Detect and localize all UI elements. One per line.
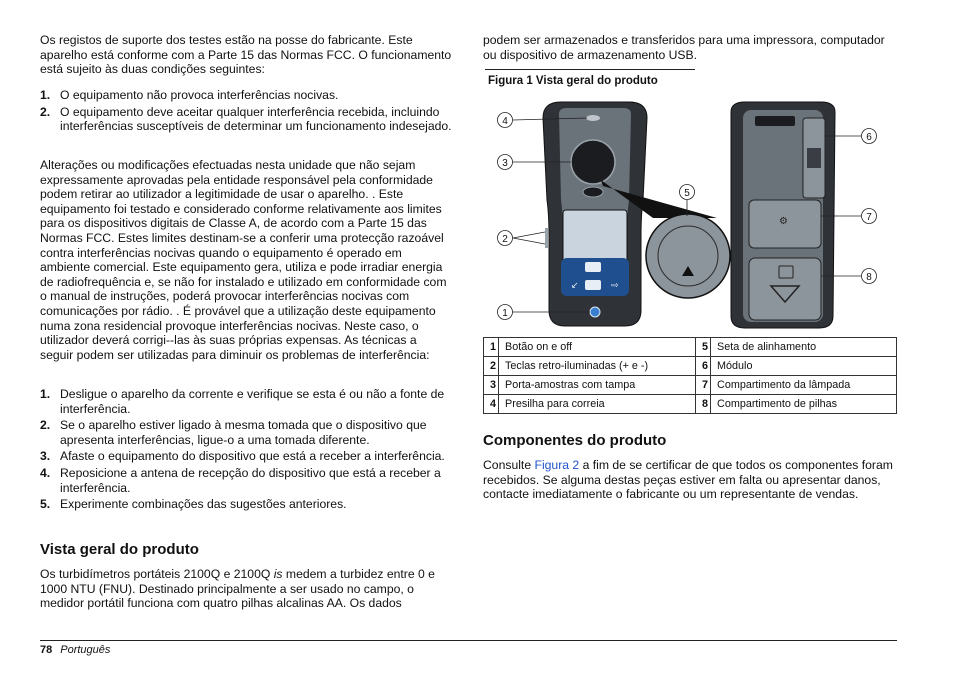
svg-text:⚙: ⚙: [779, 216, 788, 227]
side-keys: [545, 228, 548, 248]
device-front: [543, 102, 647, 326]
overview-continued: podem ser armazenados e transferidos para uma impressora, computador ou dispositivo de armazenamento USB.: [483, 33, 885, 62]
footer-rule: [40, 640, 897, 641]
alignment-arrow-zoom: [646, 214, 730, 298]
figure-2-link[interactable]: Figura 2: [534, 458, 580, 472]
list-item: 1. O equipamento não provoca interferências nocivas.: [40, 88, 339, 102]
list-item: 2. Se o aparelho estiver ligado à mesma tomada que o dispositivo que apresenta interferências, ligue-o a uma tomada diferente.: [40, 418, 427, 447]
fcc-conditions-list: [40, 88, 452, 134]
table-row: 3 Porta-amostras com tampa 7 Compartimento da lâmpada: [484, 376, 897, 395]
callout-7: 7: [866, 212, 872, 223]
section-title-components: Componentes do produto: [483, 432, 667, 449]
components-text: Consulte Figura 2 a fim de se certificar de que todos os componentes foram recebidos. Se alguma destas peças estiver em falta ou apresentar danos, contacte imediatamente o fabricante ou um representante de vendas.: [483, 458, 893, 502]
callout-6: 6: [866, 132, 872, 143]
product-overview-figure: [483, 96, 897, 336]
footer-language: Português: [60, 644, 111, 656]
page-number: 78: [40, 644, 53, 656]
power-button: [590, 307, 600, 317]
strap-clip: [586, 115, 600, 121]
figure-caption: Figura 1 Vista geral do produto: [488, 75, 658, 87]
callout-5: 5: [684, 188, 690, 199]
table-row: 4 Presilha para correia 8 Compartimento de pilhas: [484, 395, 897, 414]
fcc-intro: Os registos de suporte dos testes estão na posse do fabricante. Este aparelho está conforme com a Parte 15 das Normas FCC. O funcionamento está sujeito às duas condições seguintes:: [40, 33, 452, 77]
figure-legend-table: [483, 337, 897, 414]
svg-text:↙: ↙: [571, 281, 579, 291]
list-item: 1. Desligue o aparelho da corrente e verifique se esta é ou não a fonte de interferência.: [40, 387, 445, 416]
interference-steps-list: [40, 387, 452, 512]
table-row: 2 Teclas retro-iluminadas (+ e -) 6 Módulo: [484, 357, 897, 376]
table-row: 1 Botão on e off 5 Seta de alinhamento: [484, 338, 897, 357]
list-item: 5. Experimente combinações das sugestões anteriores.: [40, 497, 347, 512]
page-footer: [40, 643, 110, 658]
sample-cell-cap: [571, 140, 615, 184]
list-item: 2. O equipamento deve aceitar qualquer interferência recebida, incluindo interferências susceptíveis de determinar um funcionamento indesejado.: [40, 104, 452, 134]
figure-top-rule: [485, 69, 695, 70]
callout-4: 4: [502, 116, 508, 127]
device-back: [731, 102, 835, 328]
callout-3: 3: [502, 158, 508, 169]
callout-1: 1: [502, 308, 508, 319]
overview-text: Os turbidímetros portáteis 2100Q e 2100Q is medem a turbidez entre 0 e 1000 NTU (FNU). Destinado principalmente a ser usado no campo, o medidor portátil funciona com quatro pilhas alcalinas AA. Os dados: [40, 567, 435, 611]
lcd-display: [563, 210, 627, 264]
fcc-warning: Alterações ou modificações efectuadas nesta unidade que não sejam expressamente aprovadas pela entidade responsável pela conformidade podem retirar ao utilizador a legitimidade de usar o aparelho. . Este equipamento foi testado e considerado conforme relativamente aos limites para os dispositivos digitais de Classe A, de acordo com a Parte 15 das Normas FCC. Estes limites destinam-se a conferir uma protecção razoável contra interferências nocivas quando o equipamento é operado em ambiente comercial. Este equipamento gera, utiliza e pode irradiar energia de radiofrequência e, se não for instalado e utilizado em conformidade com o manual de instruções, poderá provocar interferências nocivas com comunicações por rádio. . É provável que a utilização deste equipamento numa zona residencial provoque interferências nocivas. Neste caso, o utilizador deverá corrigi--las às suas próprias expensas. As técnicas a seguir podem ser utilizadas para diminuir os problemas de interferência:: [40, 158, 447, 362]
svg-text:⇨: ⇨: [611, 281, 619, 291]
list-item: 4. Reposicione a antena de recepção do dispositivo que está a receber a interferência.: [40, 465, 441, 495]
callout-8: 8: [866, 272, 872, 283]
section-title-overview: Vista geral do produto: [40, 541, 199, 558]
battery-compartment: [749, 258, 821, 320]
list-item: 3. Afaste o equipamento do dispositivo que está a receber a interferência.: [40, 449, 445, 464]
callout-2: 2: [502, 234, 508, 245]
